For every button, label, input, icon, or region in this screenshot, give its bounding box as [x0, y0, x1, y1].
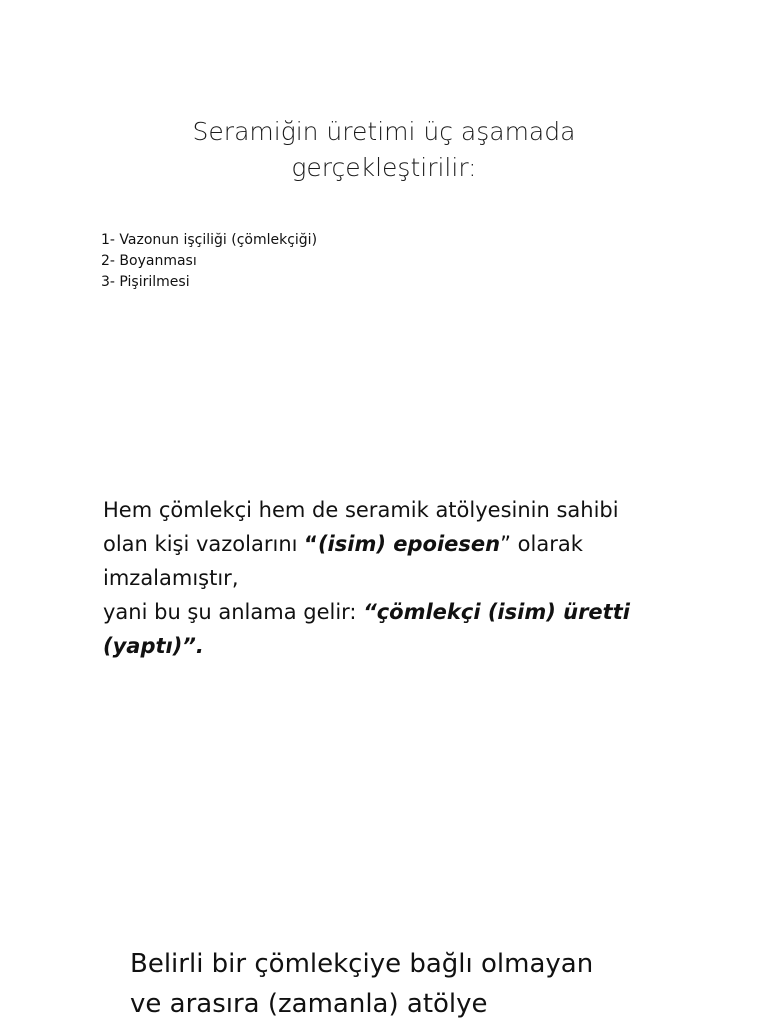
step-item-2: 2- Boyanması	[101, 253, 197, 269]
bottom-text-line-1: Belirli bir çömlekçiye bağlı olmayan	[130, 949, 594, 979]
paragraph-line-2-start: olan kişi vazolarını	[103, 532, 305, 556]
paragraph-line-4	[103, 595, 683, 629]
paragraph-line-1: Hem çömlekçi hem de seramik atölyesinin sahibi	[103, 498, 619, 522]
bottom-text-block	[130, 944, 730, 1024]
quote-open: “	[304, 532, 318, 556]
paragraph-line-2	[103, 527, 683, 561]
paragraph-line-3: imzalamıştır,	[103, 566, 239, 590]
quote-close: ”	[500, 532, 511, 556]
production-steps-list	[101, 230, 317, 293]
slide-title-line-1: Seramiğin üretimi üç aşamada	[192, 117, 576, 146]
bottom-text-line-2: ve arasıra (zamanla) atölye	[130, 989, 488, 1019]
paragraph-line-4-start: yani bu şu anlama gelir:	[103, 600, 364, 624]
meaning-phrase: “çömlekçi (isim) üretti	[363, 600, 630, 624]
paragraph-line-5	[103, 629, 683, 663]
slide-title-line-2: gerçekleştirilir:	[291, 153, 477, 182]
paragraph-line-2-end: olarak	[510, 532, 583, 556]
meaning-phrase-end: (yaptı)”.	[103, 634, 204, 658]
slide-title	[0, 114, 768, 186]
epoiesen-term: (isim) epoiesen	[317, 532, 501, 556]
step-item-3: 3- Pişirilmesi	[101, 274, 190, 290]
step-item-1: 1- Vazonun işçiliği (çömlekçiği)	[101, 232, 318, 248]
signature-paragraph	[103, 493, 683, 663]
